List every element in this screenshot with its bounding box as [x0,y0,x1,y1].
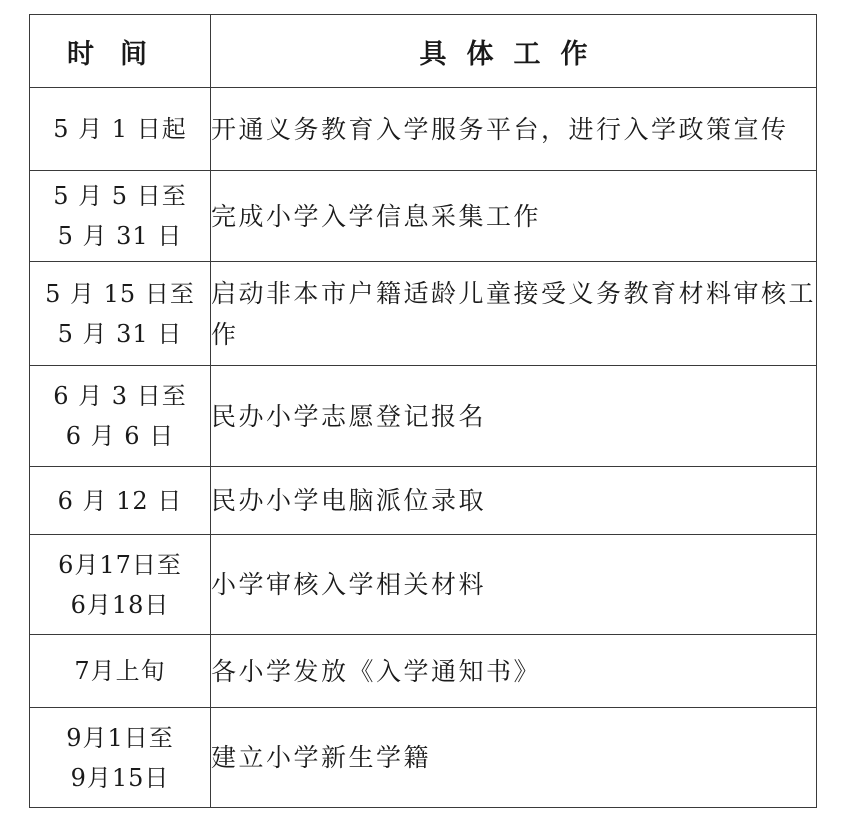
time-line: 6 月 12 日 [57,486,183,515]
time-line: 5 月 1 日起 [53,115,187,143]
table-row [30,262,817,366]
work-cell: 小学审核入学相关材料 [211,535,817,635]
header-row [30,15,817,88]
table-row [30,535,817,635]
work-cell: 建立小学新生学籍 [211,708,817,808]
time-line: 6月17日至 [58,550,182,579]
work-cell: 启动非本市户籍适龄儿童接受义务教育材料审核工作 [211,262,817,366]
time-cell [30,88,211,171]
time-cell [30,171,211,262]
time-line: 7月上旬 [74,657,166,685]
time-line: 5 月 31 日 [57,319,183,348]
time-line: 6月18日 [70,590,170,619]
time-line: 9月15日 [70,763,170,792]
time-cell [30,635,211,708]
table-row [30,708,817,808]
time-line: 5 月 15 日至 [45,279,195,308]
header-work: 具体工作 [211,15,817,88]
table-row [30,366,817,467]
table-row [30,171,817,262]
time-line: 9月1日至 [66,723,174,752]
time-line: 5 月 5 日至 [53,182,187,210]
time-cell [30,535,211,635]
work-cell: 民办小学志愿登记报名 [211,366,817,467]
time-cell [30,366,211,467]
time-cell [30,262,211,366]
header-time: 时间 [30,15,211,88]
table-row [30,88,817,171]
work-cell: 民办小学电脑派位录取 [211,467,817,535]
time-cell [30,467,211,535]
work-cell: 开通义务教育入学服务平台，进行入学政策宣传 [211,88,817,171]
time-cell [30,708,211,808]
work-cell: 完成小学入学信息采集工作 [211,171,817,262]
work-cell: 各小学发放《入学通知书》 [211,635,817,708]
table-row [30,635,817,708]
time-line: 6 月 6 日 [65,422,175,450]
schedule-table [29,14,817,808]
time-line: 6 月 3 日至 [53,382,187,410]
table-row [30,467,817,535]
time-line: 5 月 31 日 [57,222,183,250]
